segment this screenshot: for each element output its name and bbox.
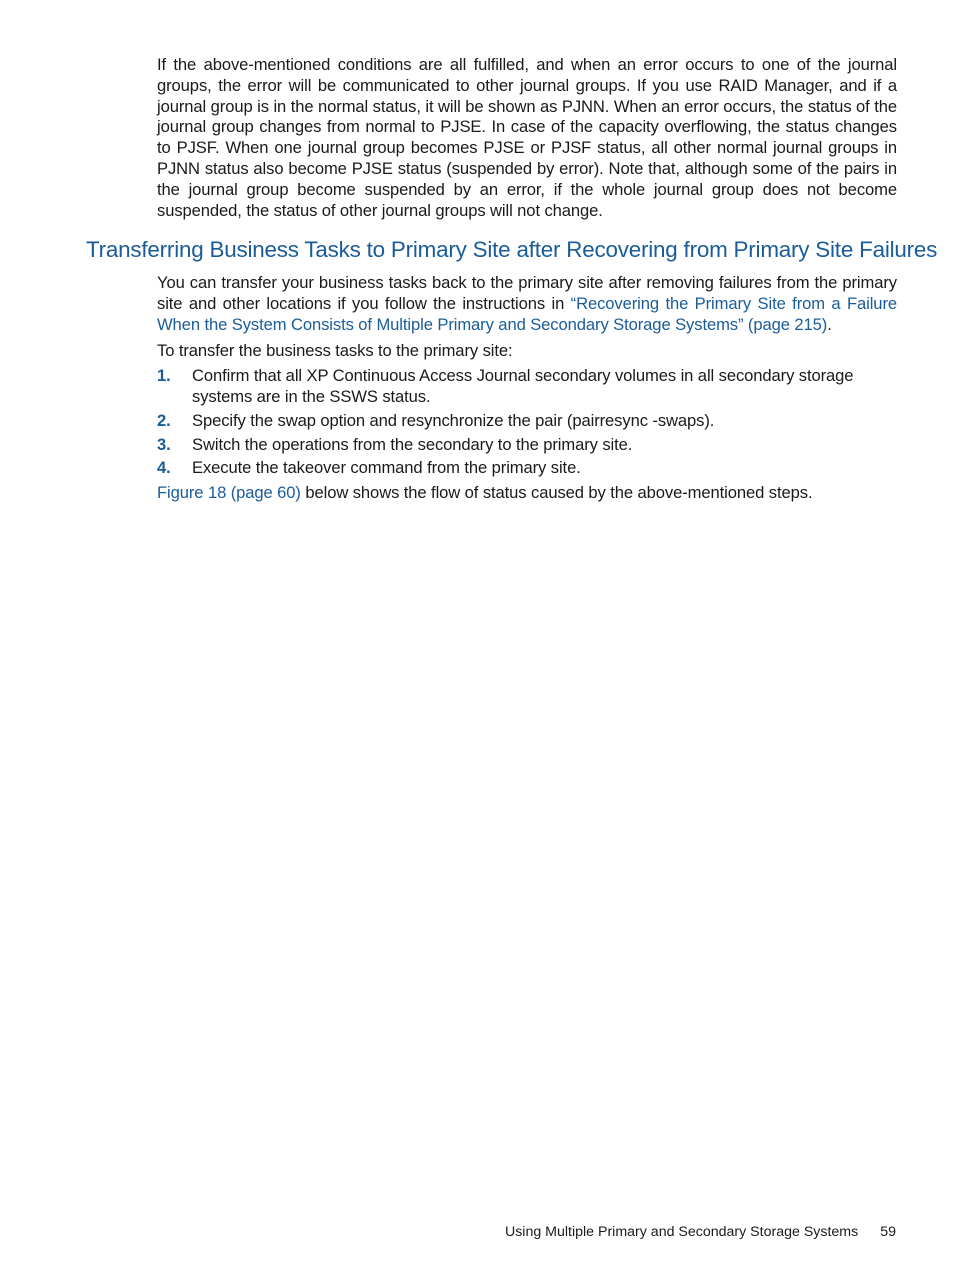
intro-paragraph: If the above-mentioned conditions are all fulfilled, and when an error occurs to one of the journal groups, the error will be communicated to other journal groups. If you use RAID Manager, and if a journal group is in the normal status, it will be shown as PJNN. When an error occurs, the status of the journal group changes from normal to PJSE. In case of the capacity overflowing, the status changes to PJSF. When one journal group becomes PJSE or PJSF status, all other normal journal groups in PJNN status also become PJSE status (suspended by error). Note that, although some of the pairs in the journal group become suspended by an error, if the whole journal group does not become suspended, the status of other journal groups will not change. (157, 55, 897, 220)
list-item (157, 458, 897, 479)
figure-link[interactable]: Figure 18 (page 60) (157, 483, 301, 503)
section-heading: Transferring Business Tasks to Primary Site after Recovering from Primary Site Failures (86, 237, 938, 262)
step-number: 1. (157, 366, 171, 386)
page-footer (505, 1222, 896, 1242)
step-text: Switch the operations from the secondary to the primary site. (192, 434, 633, 454)
list-item (157, 435, 897, 456)
paragraph-text-end: . (827, 314, 832, 334)
intro-section (157, 55, 897, 221)
section-paragraph (157, 273, 897, 335)
page-number: 59 (880, 1224, 896, 1240)
list-item (157, 411, 897, 432)
step-text: Execute the takeover command from the primary site. (192, 458, 581, 478)
step-number: 2. (157, 410, 171, 430)
cross-reference-link[interactable]: “Recovering the Primary Site from a Failure When the System Consists of Multiple Primary and Secondary Storage Systems” (page 215) (157, 293, 897, 334)
figure-reference-paragraph (157, 483, 897, 504)
steps-list (157, 366, 897, 479)
paragraph-text: You can transfer your business tasks back to the primary site after removing failures from the primary site and other locations if you follow the instructions in (157, 273, 897, 313)
figure-reference-text: below shows the flow of status caused by the above-mentioned steps. (300, 483, 813, 503)
list-item (157, 366, 897, 408)
steps-lead-in: To transfer the business tasks to the primary site: (157, 341, 513, 361)
step-number: 3. (157, 434, 171, 454)
section-body (157, 273, 897, 504)
footer-title: Using Multiple Primary and Secondary Storage Systems (504, 1224, 859, 1240)
step-number: 4. (157, 458, 171, 478)
step-text: Confirm that all XP Continuous Access Journal secondary volumes in all secondary storage systems are in the SSWS status. (192, 366, 854, 406)
step-text: Specify the swap option and resynchronize the pair (pairresync -swaps). (192, 410, 715, 430)
